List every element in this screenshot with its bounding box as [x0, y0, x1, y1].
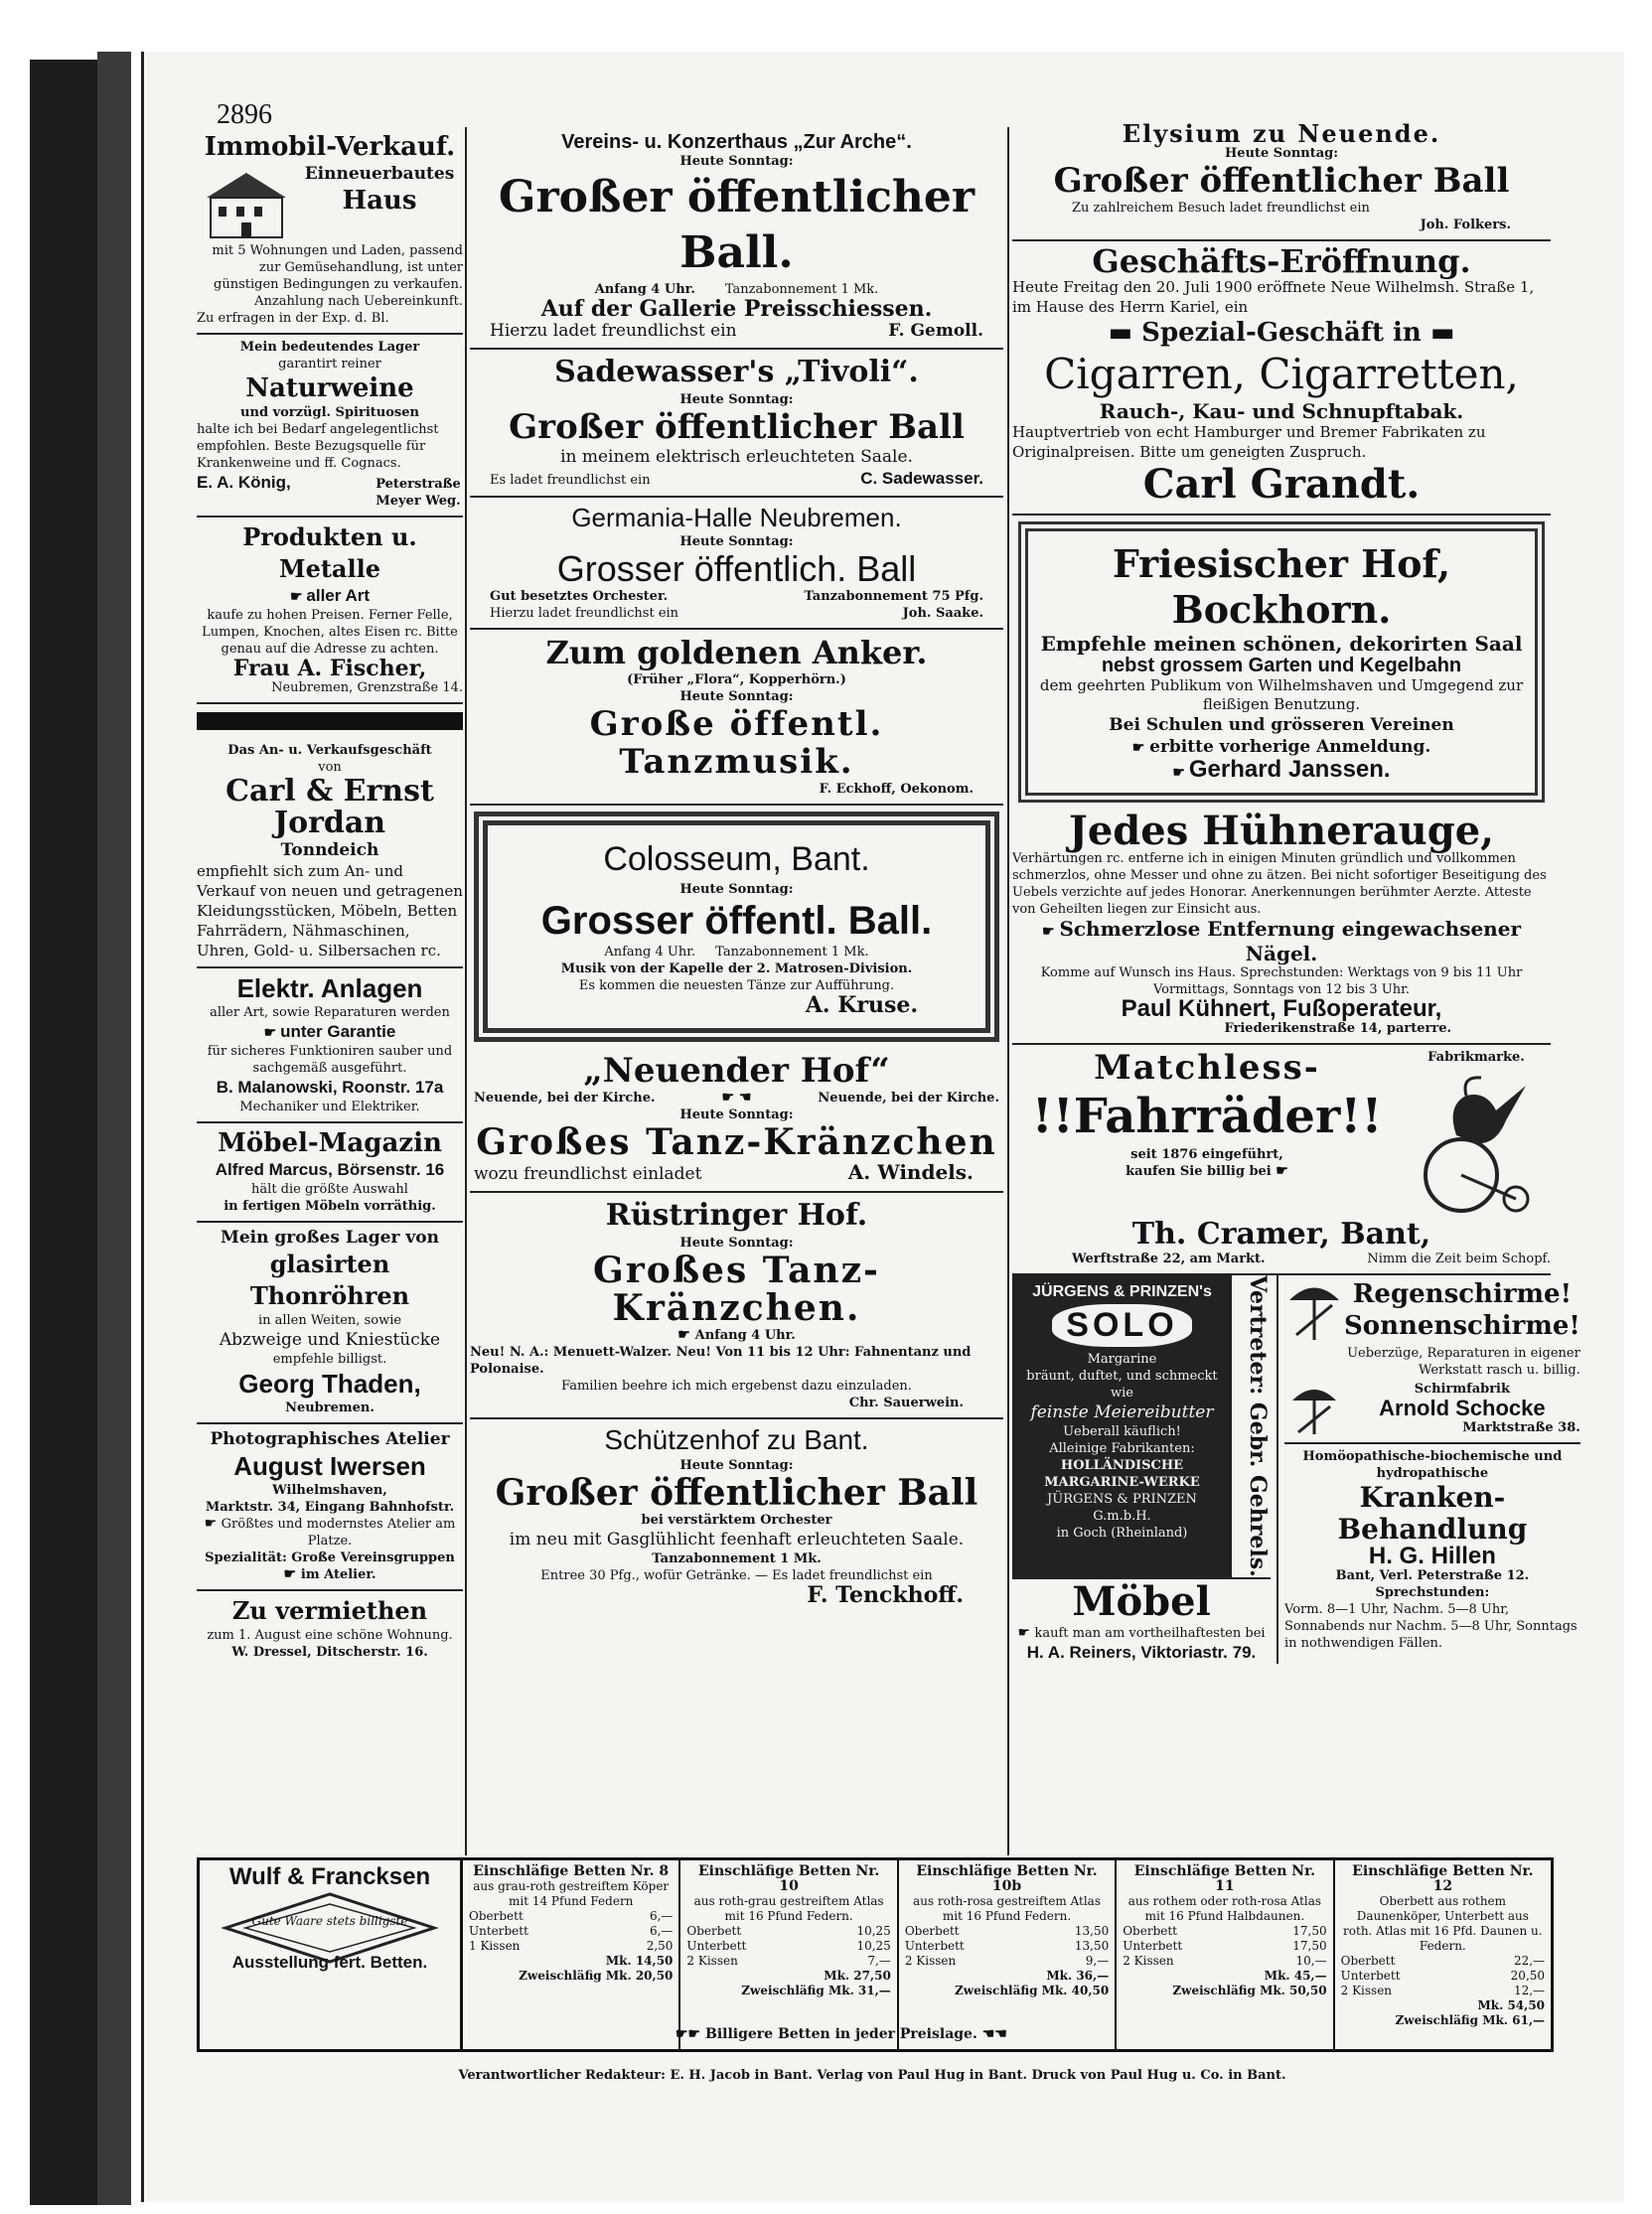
ad-line: Margarine	[1087, 1352, 1157, 1367]
ad-title: „Neuender Hof“	[583, 1051, 890, 1091]
ad-line: wozu freundlichst einladet	[474, 1164, 702, 1184]
ad-text: für sicheres Funktioniren sauber und sachgemäß ausgeführt.	[207, 1044, 453, 1076]
parasol-icon	[1284, 1379, 1344, 1438]
bed-row-label: 2 Kissen	[686, 1954, 738, 1968]
ad-title: Wulf & Francksen	[228, 1863, 431, 1890]
ad-line: Elysium zu Neuende.	[1122, 119, 1441, 148]
ad-line: unter Garantie	[280, 1022, 396, 1041]
ad-elektr	[197, 968, 463, 1123]
ad-line: Tonndeich	[280, 840, 379, 860]
ad-line: seit 1876 eingeführt,	[1130, 1147, 1283, 1162]
ad-line: in Goch (Rheinland)	[1056, 1526, 1188, 1541]
bed-title: Einschläfige Betten Nr. 12	[1352, 1863, 1534, 1894]
ad-line: Hierzu ladet freundlichst ein	[490, 321, 737, 341]
ad-line: Es kommen die neuesten Tänze zur Aufführung.	[578, 978, 895, 993]
ad-line: Germania-Halle Neubremen.	[571, 503, 902, 532]
pointing-hand-icon: ☛	[289, 588, 307, 604]
ad-name: Joh. Folkers.	[1420, 218, 1511, 232]
ad-line: Es ladet freundlichst ein	[490, 473, 651, 488]
ad-line: Entree 30 Pfg., wofür Getränke. — Es ladet freundlichst ein	[540, 1568, 933, 1583]
ad-solo-margarine	[1012, 1275, 1232, 1577]
ad-text: Heute Freitag den 20. Juli 1900 eröffnete Neue Wilhelmsh. Straße 1, im Hause des Herrn Kariel, ein	[1012, 278, 1535, 316]
pointing-hand-icon: ☛	[1042, 924, 1060, 940]
ad-line: Zu zahlreichem Besuch ladet freundlichst ein	[1072, 201, 1370, 216]
bed-row-label: Unterbett	[904, 1939, 965, 1953]
ad-title: Friesischer Hof, Bockhorn.	[1112, 541, 1451, 632]
bed-desc: aus roth-rosa gestreiftem Atlas mit 16 Pfund Federn.	[913, 1894, 1101, 1923]
ad-jordan	[197, 738, 463, 968]
ad-name: F. Eckhoff, Oekonom.	[819, 782, 974, 797]
ad-address: Friederikenstraße 14, parterre.	[1224, 1021, 1451, 1036]
ad-title: Grosser öffentlich. Ball	[556, 548, 917, 589]
bed-total: Mk. 54,50	[1477, 1998, 1546, 2012]
badge-text: Gute Waare stets billigste	[251, 1914, 408, 1928]
ad-line: Tanzabonnement 1 Mk.	[715, 945, 869, 959]
ad-line: JÜRGENS & PRINZEN G.m.b.H.	[1047, 1492, 1197, 1524]
bed-row-price: 22,—	[1513, 1954, 1546, 1968]
pointing-hand-icon: ☛	[263, 1024, 281, 1040]
ad-title: Cigarren, Cigarretten,	[1044, 350, 1519, 398]
ad-grandt: Geschäfts-Eröffnung. Heute Freitag den 20. Juli 1900 eröffnete Neue Wilhelmsh. Straße 1, im Hause des Herrn Kariel, ein ▬ Spezial-Geschäft in ▬ Cigarren, Cigarretten, Rauch-, Kau- und Schnupftabak. Hauptvertrieb von echt Hamburger und Bremer Fabrikaten zu Originalpreisen. Bitte um geneigten Zuspruch. Carl Grandt.	[1012, 241, 1551, 516]
ad-name: Frau A. Fischer,	[232, 656, 427, 681]
ad-name: Paul Kühnert, Fußoperateur,	[1121, 995, 1442, 1022]
ad-name: H. G. Hillen	[1368, 1543, 1496, 1569]
ad-line: Hierzu ladet freundlichst ein	[490, 606, 679, 621]
ad-text: dem geehrten Publikum von Wilhelmshaven und Umgegend zur fleißigen Benutzung.	[1039, 676, 1524, 713]
ad-name: Th. Cramer, Bant,	[1131, 1217, 1431, 1252]
vertical-vertreter-label: Vertreter: Gebr. Gehrels.	[1245, 1275, 1271, 1577]
ad-wulf-francksen	[200, 1860, 463, 2049]
ad-line: Mein bedeutendes Lager	[239, 340, 420, 355]
ad-line: Alleinige Fabrikanten:	[1049, 1441, 1195, 1456]
bed-row-label: Unterbett	[469, 1924, 528, 1938]
ad-title: Elektr. Anlagen	[236, 973, 423, 1003]
bed-row-label: Oberbett	[1340, 1954, 1396, 1968]
ad-iwersen	[197, 1424, 463, 1591]
ad-line: Matchless-	[1094, 1048, 1320, 1088]
solo-logo: SOLO	[1052, 1304, 1191, 1347]
ad-line: Schmerzlose Entfernung eingewachsener Nägel.	[1059, 917, 1521, 965]
bed-row-label: Oberbett	[469, 1909, 524, 1923]
ad-title: Großes Tanz-Kränzchen	[476, 1121, 997, 1163]
ad-line: Colosseum, Bant.	[603, 840, 870, 878]
ad-line: hält die größte Auswahl	[251, 1182, 408, 1197]
ad-line: Heute Sonntag:	[679, 392, 794, 407]
ad-text: Verhärtungen rc. entferne ich in einigen Minuten gründlich und vollkommen schmerzlos, ohne Messer und ohne zu ätzen. Bei nicht sofortiger Beseitigung des Uebels verzichte auf jedes Honorar. Anerkennungen berühmter Aerzte. Atteste von Geheilten liegen zur Einsicht aus.	[1012, 851, 1547, 917]
ad-line: feinste Meiereibutter	[1030, 1402, 1214, 1422]
ad-title: Möbel	[1072, 1577, 1211, 1625]
bed-total: Mk. 36,—	[1046, 1969, 1110, 1983]
ad-line: Mechaniker und Elektriker.	[239, 1100, 420, 1114]
bed-row-label: 1 Kissen	[469, 1939, 521, 1953]
ad-line: bräunt, duftet, und schmeckt wie	[1026, 1369, 1218, 1401]
ad-name: C. Sadewasser.	[860, 469, 983, 488]
ad-line: Familien beehre ich mich ergebenst dazu einzuladen.	[561, 1379, 912, 1394]
ad-line: Vereins- u. Konzerthaus „Zur Arche“.	[561, 131, 912, 153]
ad-line: HOLLÄNDISCHE MARGARINE-WERKE	[1044, 1458, 1200, 1490]
bed-title: Einschläfige Betten Nr. 10b	[916, 1863, 1098, 1894]
ad-line: Ausstellung fert. Betten.	[231, 1953, 428, 1972]
ad-germania-halle	[470, 498, 1003, 630]
ad-ruestringer-hof	[470, 1193, 1003, 1419]
ad-address: Neubremen, Grenzstraße 14.	[271, 680, 463, 695]
pointing-hand-icon: ☛	[1172, 764, 1189, 780]
ad-slogan: Nimm die Zeit beim Schopf.	[1367, 1252, 1551, 1266]
ad-address: Werftstraße 22, am Markt.	[1072, 1252, 1266, 1266]
ad-line: Heute Sonntag:	[679, 689, 794, 704]
bed-row-price: 7,—	[867, 1954, 891, 1968]
bed-desc: Oberbett aus rothem Daunenköper, Unterbett aus roth. Atlas mit 16 Pfd. Daunen u. Federn.	[1343, 1894, 1543, 1953]
ad-line: Schützenhof zu Bant.	[604, 1424, 869, 1455]
ad-line: Heute Sonntag:	[679, 1458, 794, 1473]
ad-text: Hauptvertrieb von echt Hamburger und Bremer Fabrikaten zu Originalpreisen. Bitte um geneigten Zuspruch.	[1012, 423, 1486, 461]
bed-row-label: Unterbett	[1123, 1939, 1183, 1953]
ad-line: Heute Sonntag:	[679, 882, 794, 897]
ad-elysium	[1012, 119, 1551, 241]
ad-line: in meinem elektrisch erleuchteten Saale.	[560, 447, 913, 467]
bed-row-price: 13,50	[1074, 1924, 1110, 1938]
ad-line: Abzweige und Kniestücke	[219, 1330, 441, 1350]
bed-row-label: 2 Kissen	[1123, 1954, 1174, 1968]
imprint-footer: Verantwortlicher Redakteur: E. H. Jacob in Bant. Verlag von Paul Hug in Bant. Druck von Paul Hug u. Co. in Bant.	[458, 2068, 1286, 2083]
bed-double-price: Zweischläfig Mk. 20,50	[519, 1969, 674, 1983]
ad-name: F. Tenckhoff.	[807, 1582, 964, 1608]
pointing-hand-icon: ☛ ☚	[721, 1090, 752, 1106]
ad-line: erbitte vorherige Anmeldung.	[1149, 737, 1431, 757]
ad-line: Gut besetztes Orchester.	[490, 589, 669, 604]
ad-line: Bei Schulen und grösseren Vereinen	[1109, 715, 1454, 735]
ad-title: Naturweine	[245, 373, 414, 403]
ad-line: kaufen Sie billig bei	[1126, 1164, 1272, 1179]
bed-title: Einschläfige Betten Nr. 10	[697, 1863, 880, 1894]
bed-row-price: 17,50	[1292, 1924, 1327, 1938]
bed-offer	[680, 1860, 898, 2049]
bed-double-price: Zweischläfig Mk. 50,50	[1172, 1984, 1327, 1997]
ad-title: Produkten u. Metalle	[242, 522, 417, 583]
column-rule-2	[1007, 127, 1009, 1855]
ad-title: Große öffentl. Tanzmusik.	[589, 704, 884, 782]
bed-desc: aus roth-grau gestreiftem Atlas mit 16 Pfund Federn.	[693, 1894, 884, 1923]
ad-tivoli	[470, 350, 1003, 498]
bed-row-label: 2 Kissen	[904, 1954, 957, 1968]
ad-line: Haus	[342, 186, 417, 216]
ad-name: A. Windels.	[847, 1160, 974, 1184]
ad-line: Einneuerbautes	[304, 164, 455, 184]
beds-price-table	[197, 1857, 1554, 2052]
pointing-hand-icon: ☛	[1276, 1163, 1288, 1179]
ad-title: Großes Tanz-Kränzchen.	[592, 1250, 880, 1329]
ad-text: halte ich bei Bedarf angelegentlichst empfohlen. Beste Bezugsquelle für Krankenweine und ff. Cognacs.	[197, 422, 439, 471]
ad-line: Anfang 4 Uhr.	[694, 1328, 796, 1343]
pointing-hand-icon: ☛☛	[676, 2026, 705, 2042]
ad-title: Möbel-Magazin	[218, 1128, 442, 1158]
ads-lower-block	[1012, 1275, 1580, 1664]
ad-line: Tanzabonnement 75 Pfg.	[804, 589, 983, 604]
bed-row-label: 2 Kissen	[1340, 1984, 1393, 1997]
ad-line: und vorzügl. Spirituosen	[240, 405, 419, 420]
ad-goldener-anker	[470, 630, 1003, 806]
bed-row-price: 10,25	[856, 1924, 891, 1938]
ad-text: mit 5 Wohnungen und Laden, passend zur Gemüsehandlung, ist unter günstigen Bedingungen zu verkaufen. Anzahlung nach Uebereinkunft.	[212, 243, 463, 309]
banner-text: Billigere Betten in jeder Preislage.	[704, 2026, 977, 2042]
ad-name: Alfred Marcus, Börsenstr. 16	[215, 1160, 445, 1179]
bed-row-price: 10,25	[856, 1939, 891, 1953]
ad-title: Zum goldenen Anker.	[545, 634, 928, 671]
ad-line: Größtes und modernstes Atelier am Platze.	[221, 1517, 456, 1549]
bed-row-label: Unterbett	[1340, 1969, 1401, 1983]
ad-title: August Iwersen	[233, 1451, 426, 1481]
bed-row-price: 9,—	[1085, 1954, 1110, 1968]
bed-row-price: 2,50	[646, 1939, 674, 1953]
ad-title: Großer öffentlicher Ball.	[498, 172, 976, 278]
ad-line: aller Art, sowie Reparaturen werden	[210, 1005, 450, 1020]
bed-row-price: 13,50	[1074, 1939, 1110, 1953]
ad-line: Das An- u. Verkaufsgeschäft	[227, 743, 432, 758]
ad-line: Heute Sonntag:	[679, 154, 794, 169]
book-spine-shadow	[97, 52, 131, 2205]
ad-title: Zu vermiethen	[231, 1596, 428, 1625]
ad-line: Spezial-Geschäft in	[1141, 318, 1422, 348]
ad-line: Photographisches Atelier	[210, 1429, 450, 1449]
ad-name: E. A. König,	[197, 473, 291, 492]
ad-address: Marktstraße 38.	[1462, 1420, 1580, 1435]
ad-line: nebst grossem Garten und Kegelbahn	[1101, 655, 1462, 676]
ad-moebel-magazin	[197, 1123, 463, 1223]
ad-line: aller Art	[306, 586, 371, 605]
ad-text: kaufe zu hohen Preisen. Ferner Felle, Lumpen, Knochen, altes Eisen rc. Bitte genau auf die Adresse zu achten.	[202, 608, 458, 657]
ad-text: empfiehlt sich zum An- und Verkauf von neuen und getragenen Kleidungsstücken, Möbeln, Betten Fahrrädern, Nähmaschinen, Uhren, Gold- u. Silbersachen rc.	[197, 862, 463, 959]
ad-address: Peterstraße Meyer Weg.	[375, 477, 461, 509]
ad-line: von	[318, 760, 342, 775]
ad-line: Wilhelmshaven,	[272, 1483, 387, 1498]
ad-text: Ueberzüge, Reparaturen in eigener Werkstatt rasch u. billig.	[1347, 1346, 1580, 1378]
ad-schuetzenhof	[470, 1419, 1003, 1612]
ad-title: Großer öffentlicher Ball	[509, 407, 965, 447]
bed-total: Mk. 27,50	[824, 1969, 891, 1983]
ad-cramer	[1012, 1045, 1551, 1275]
column-rule-1	[465, 127, 467, 1855]
pointing-hand-icon: ☚☚	[976, 2026, 1007, 2042]
pointing-hand-icon: ☛	[1131, 740, 1150, 756]
ad-line: Auf der Gallerie Preisschiessen.	[540, 296, 933, 322]
cheaper-beds-banner	[676, 2026, 1007, 2042]
ad-line: Mein großes Lager von	[221, 1228, 439, 1248]
bed-title: Einschläfige Betten Nr. 8	[473, 1863, 670, 1879]
ad-line: Musik von der Kapelle der 2. Matrosen-Division.	[560, 961, 913, 976]
bed-row-price: 20,50	[1510, 1969, 1546, 1983]
ad-title: Rüstringer Hof.	[605, 1198, 868, 1233]
ad-title: Sadewasser's „Tivoli“.	[554, 355, 919, 389]
ad-title: Immobil-Verkauf.	[204, 132, 456, 162]
ad-line: Heute Sonntag:	[679, 1107, 794, 1122]
ad-line: garantirt reiner	[278, 357, 381, 371]
ad-line: JÜRGENS & PRINZEN's	[1032, 1283, 1212, 1300]
ad-name: Arnold Schocke	[1379, 1396, 1546, 1420]
ad-title: Grosser öffentl. Ball.	[540, 899, 933, 943]
ad-line: Ueberall käuflich!	[1063, 1424, 1181, 1439]
black-divider-bar	[197, 712, 463, 730]
ad-title: Geschäfts-Eröffnung.	[1092, 242, 1471, 280]
ad-line: Heute Sonntag:	[679, 1236, 794, 1251]
ad-foot: Zu erfragen in der Exp. d. Bl.	[197, 311, 389, 326]
ad-line: Neuende, bei der Kirche.	[818, 1091, 999, 1106]
ad-address: Bant, Verl. Peterstraße 12.	[1335, 1568, 1530, 1583]
bed-desc: aus grau-roth gestreiftem Köper mit 14 Pfund Federn	[473, 1879, 670, 1908]
ad-title: Großer öffentlicher Ball	[495, 1472, 978, 1514]
bed-offer	[463, 1860, 680, 2049]
ad-line: empfehle billigst.	[272, 1352, 387, 1367]
ad-name: Chr. Sauerwein.	[848, 1396, 964, 1410]
column-3	[1012, 119, 1580, 1664]
ad-line: im neu mit Gasglühlicht feenhaft erleuchteten Saale.	[509, 1530, 965, 1550]
ad-title: Regenschirme!	[1352, 1279, 1572, 1309]
ad-title: Carl & Ernst Jordan	[225, 774, 434, 840]
ad-title: Kranken-Behandlung	[1337, 1481, 1528, 1546]
pointing-hand-icon: ☛	[677, 1327, 695, 1343]
ad-line: Anfang 4 Uhr.	[594, 282, 695, 297]
ad-line: (Früher „Flora“, Kopperhörn.)	[627, 672, 846, 687]
ad-name: F. Gemoll.	[888, 321, 983, 341]
ad-title: Jedes Hühnerauge,	[1068, 808, 1495, 854]
ad-line: in fertigen Möbeln vorräthig.	[224, 1199, 436, 1214]
ad-name: Joh. Saake.	[902, 606, 983, 621]
ad-line: Heute Sonntag:	[1224, 146, 1339, 161]
umbrella-icon	[1284, 1275, 1344, 1345]
ad-line: Rauch-, Kau- und Schnupftabak.	[1099, 399, 1464, 423]
ad-title: !!Fahrräder!!	[1031, 1089, 1383, 1144]
bed-row-price: 6,—	[649, 1924, 674, 1938]
ad-kuehnert	[1012, 809, 1551, 1045]
ad-name: A. Kruse.	[805, 992, 918, 1018]
house-illustration	[197, 163, 296, 242]
bed-total: Mk. 14,50	[605, 1954, 674, 1968]
ad-line: Schirmfabrik	[1414, 1382, 1510, 1397]
ad-line: Anfang 4 Uhr.	[604, 945, 696, 959]
ad-friesischer-hof	[1018, 521, 1545, 803]
ad-line: Homöopathische-biochemische und hydropathische	[1302, 1449, 1563, 1481]
bed-row-price: 17,50	[1292, 1939, 1327, 1953]
ad-line: bei verstärktem Orchester	[641, 1513, 832, 1528]
ad-title: Großer öffentlicher Ball	[1053, 161, 1510, 201]
pointing-hand-icon: ☛	[1017, 1624, 1035, 1641]
bed-row-label: Oberbett	[686, 1924, 742, 1938]
trademark-label: Fabrikmarke.	[1427, 1050, 1525, 1065]
ad-text: Komme auf Wunsch ins Haus. Sprechstunden: Werktags von 9 bis 11 Uhr Vormittags, Sonntags von 12 bis 3 Uhr.	[1040, 965, 1523, 997]
ad-name: Gerhard Janssen.	[1188, 756, 1391, 783]
ad-thaden	[197, 1223, 463, 1424]
ad-line: Neu! N. A.: Menuett-Walzer. Neu! Von 11 bis 12 Uhr: Fahnentanz und Polonaise.	[470, 1345, 972, 1377]
ad-line: in allen Weiten, sowie	[257, 1313, 402, 1328]
bed-row-label: Oberbett	[904, 1924, 960, 1938]
column-1	[197, 127, 463, 1667]
bed-row-label: Oberbett	[1123, 1924, 1178, 1938]
ad-line: zum 1. August eine schöne Wohnung.	[207, 1628, 453, 1643]
bed-offer	[1335, 1860, 1551, 2049]
page-number: 2896	[217, 99, 272, 130]
ad-address: Marktstr. 34, Eingang Bahnhofstr.	[205, 1500, 455, 1515]
bed-desc: aus rothem oder roth-rosa Atlas mit 16 Pfund Halbdaunen.	[1127, 1894, 1322, 1923]
ad-line: im Atelier.	[300, 1567, 376, 1582]
ad-line: Tanzabonnement 1 Mk.	[724, 282, 879, 297]
ad-title: glasirten Thonröhren	[249, 1250, 410, 1310]
ad-zur-arche	[470, 127, 1003, 350]
ad-line: Tanzabonnement 1 Mk.	[652, 1551, 822, 1566]
ad-line: kauft man am vortheilhaftesten bei	[1034, 1625, 1266, 1641]
bed-total: Mk. 45,—	[1264, 1969, 1327, 1983]
ad-line: Neubremen.	[285, 1401, 375, 1415]
ad-vermiethen	[197, 1591, 463, 1667]
ad-name: Georg Thaden,	[238, 1369, 421, 1399]
ad-name: W. Dressel, Ditscherstr. 16.	[231, 1645, 428, 1660]
ad-name: Carl Grandt.	[1142, 461, 1421, 508]
ad-line: Neuende, bei der Kirche.	[474, 1091, 656, 1106]
ad-name: H. A. Reiners, Viktoriastr. 79.	[1026, 1642, 1257, 1662]
pointing-hand-icon: ☛	[283, 1566, 301, 1582]
ad-line: Heute Sonntag:	[679, 534, 794, 549]
bed-row-price: 12,—	[1513, 1984, 1546, 1997]
ad-line: Spezialität: Große Vereinsgruppen	[205, 1550, 455, 1565]
ad-line: Empfehle meinen schönen, dekorirten Saal	[1040, 632, 1523, 656]
ad-text: Vorm. 8—1 Uhr, Nachm. 5—8 Uhr, Sonnabends nur Nachm. 5—8 Uhr, Sonntags in nothwendigen Fällen.	[1284, 1602, 1577, 1651]
ad-line: Sprechstunden:	[1375, 1585, 1490, 1600]
bed-double-price: Zweischläfig Mk. 40,50	[954, 1984, 1110, 1997]
ad-naturweine	[197, 335, 463, 517]
ad-neuender-hof	[470, 1048, 1003, 1193]
bed-double-price: Zweischläfig Mk. 31,—	[741, 1984, 891, 1997]
ad-title: Sonnenschirme!	[1344, 1311, 1580, 1341]
column-2	[470, 127, 1003, 1612]
bed-row-label: Unterbett	[686, 1939, 747, 1953]
bed-offer	[1117, 1860, 1334, 2049]
bed-offer	[899, 1860, 1117, 2049]
ad-colosseum	[474, 812, 999, 1042]
bed-row-price: 10,—	[1295, 1954, 1327, 1968]
bicycle-devil-illustration	[1407, 1066, 1546, 1215]
ad-name: B. Malanowski, Roonstr. 17a	[216, 1078, 444, 1097]
pointing-hand-icon: ☛	[204, 1516, 222, 1532]
bed-double-price: Zweischläfig Mk. 61,—	[1395, 2013, 1546, 2027]
bed-row-price: 6,—	[649, 1909, 674, 1923]
ad-produkten	[197, 517, 463, 704]
bed-title: Einschläfige Betten Nr. 11	[1133, 1863, 1316, 1894]
ad-immobil	[197, 127, 463, 335]
